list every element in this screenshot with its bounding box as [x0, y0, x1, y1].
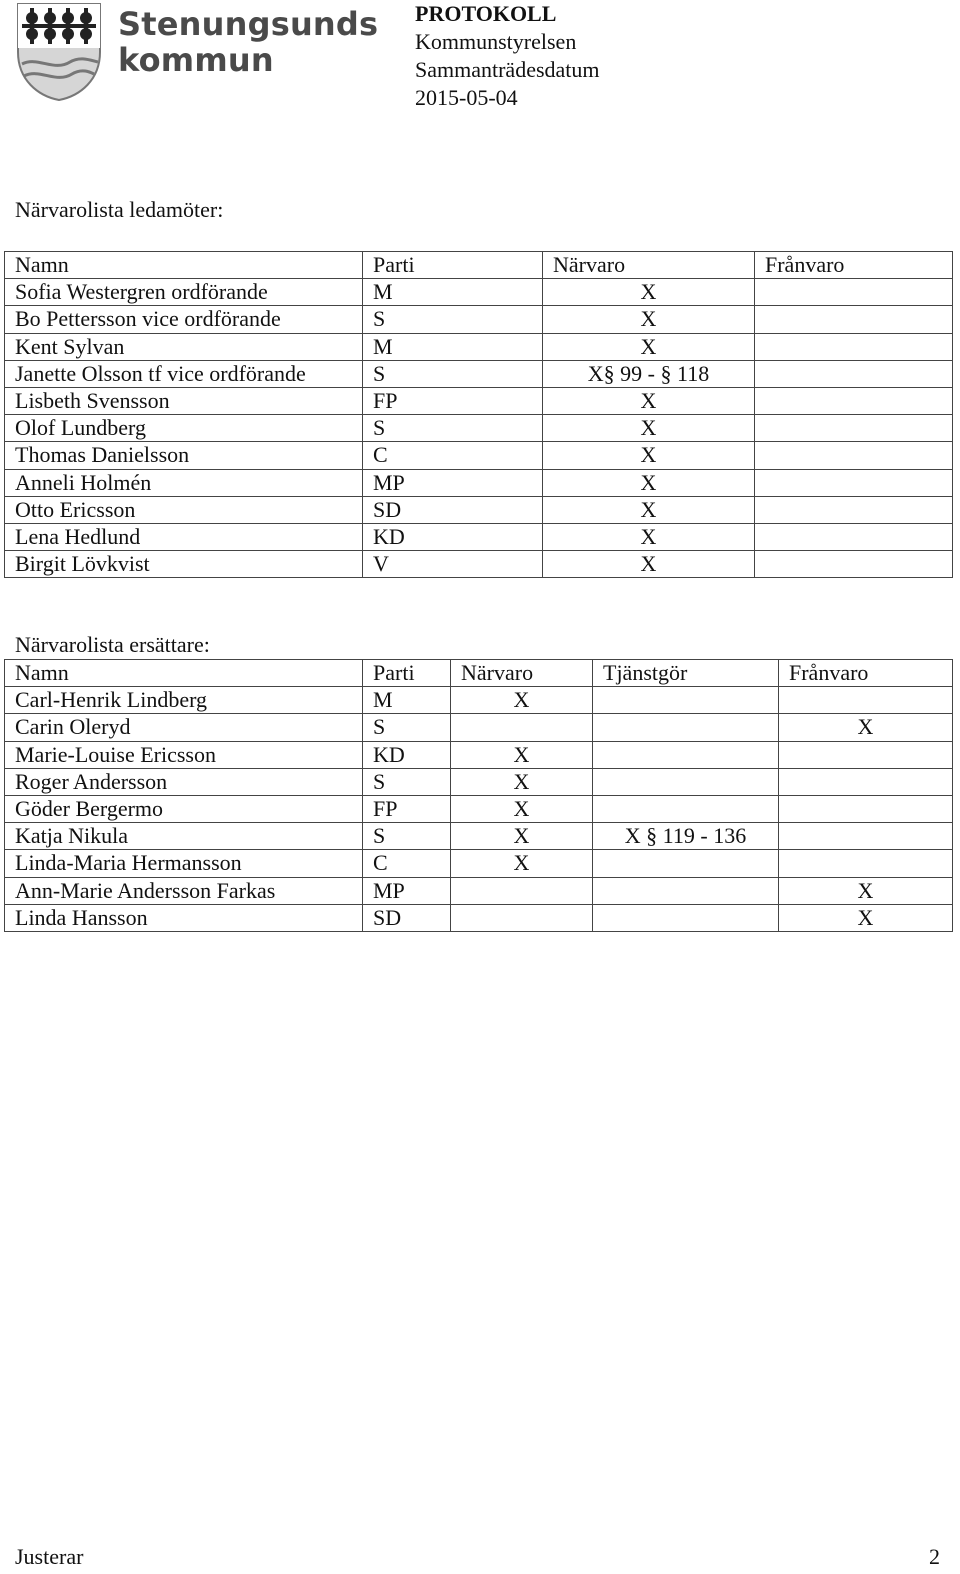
members-column-header: Namn [5, 252, 363, 279]
members-cell-närvaro: X [543, 469, 755, 496]
substitutes-cell-frånvaro: X [779, 877, 953, 904]
members-cell-namn: Lena Hedlund [5, 523, 363, 550]
footer-justerar: Justerar [15, 1544, 84, 1569]
substitutes-cell-parti: FP [363, 795, 451, 822]
members-cell-närvaro: X [543, 333, 755, 360]
members-cell-namn: Sofia Westergren ordförande [5, 279, 363, 306]
logo-line-2: kommun [118, 41, 274, 79]
substitutes-cell-namn: Marie-Louise Ericsson [5, 741, 363, 768]
members-cell-frånvaro [755, 306, 953, 333]
substitutes-column-header: Frånvaro [779, 660, 953, 687]
substitutes-cell-namn: Katja Nikula [5, 823, 363, 850]
substitutes-cell-tjänstgör [593, 768, 779, 795]
committee-name: Kommunstyrelsen [415, 29, 577, 54]
substitutes-cell-parti: M [363, 687, 451, 714]
document-title: PROTOKOLL [415, 1, 557, 26]
substitutes-cell-tjänstgör [593, 904, 779, 931]
table-row [5, 469, 953, 496]
substitutes-cell-närvaro [451, 904, 593, 931]
members-cell-närvaro: X [543, 523, 755, 550]
members-cell-parti: KD [363, 523, 543, 550]
substitutes-cell-närvaro: X [451, 768, 593, 795]
table-row [5, 714, 953, 741]
page-number: 2 [929, 1544, 940, 1569]
members-cell-frånvaro [755, 442, 953, 469]
members-cell-närvaro: X [543, 387, 755, 414]
members-cell-frånvaro [755, 551, 953, 578]
logo-line-1: Stenungsunds [118, 5, 379, 43]
meeting-date: 2015-05-04 [415, 85, 518, 110]
members-cell-närvaro: X [543, 279, 755, 306]
table-row [5, 496, 953, 523]
table-row [5, 387, 953, 414]
substitutes-cell-närvaro: X [451, 850, 593, 877]
members-cell-namn: Janette Olsson tf vice ordförande [5, 360, 363, 387]
substitutes-cell-namn: Göder Bergermo [5, 795, 363, 822]
members-cell-närvaro: X [543, 442, 755, 469]
substitutes-cell-namn: Ann-Marie Andersson Farkas [5, 877, 363, 904]
members-cell-parti: M [363, 279, 543, 306]
substitutes-cell-frånvaro [779, 741, 953, 768]
substitutes-cell-namn: Linda-Maria Hermansson [5, 850, 363, 877]
substitutes-cell-närvaro: X [451, 823, 593, 850]
members-cell-parti: S [363, 415, 543, 442]
substitutes-cell-namn: Carin Oleryd [5, 714, 363, 741]
substitutes-table [4, 659, 953, 932]
table-row [5, 306, 953, 333]
members-header-row [5, 252, 953, 279]
table-row [5, 741, 953, 768]
substitutes-cell-närvaro: X [451, 795, 593, 822]
members-cell-frånvaro [755, 496, 953, 523]
substitutes-cell-frånvaro [779, 850, 953, 877]
logo-wordmark [118, 6, 378, 78]
substitutes-cell-tjänstgör [593, 741, 779, 768]
members-cell-frånvaro [755, 469, 953, 496]
substitutes-cell-frånvaro [779, 687, 953, 714]
table-row [5, 904, 953, 931]
members-cell-frånvaro [755, 360, 953, 387]
coat-of-arms-icon [14, 2, 104, 102]
substitutes-cell-närvaro [451, 877, 593, 904]
members-cell-parti: SD [363, 496, 543, 523]
members-cell-parti: MP [363, 469, 543, 496]
meeting-date-label: Sammanträdesdatum [415, 57, 600, 82]
substitutes-cell-närvaro: X [451, 687, 593, 714]
members-cell-parti: M [363, 333, 543, 360]
substitutes-cell-frånvaro [779, 795, 953, 822]
members-cell-namn: Anneli Holmén [5, 469, 363, 496]
table-row [5, 768, 953, 795]
substitutes-cell-parti: KD [363, 741, 451, 768]
substitutes-cell-parti: S [363, 768, 451, 795]
members-cell-namn: Olof Lundberg [5, 415, 363, 442]
substitutes-cell-närvaro: X [451, 741, 593, 768]
members-cell-namn: Lisbeth Svensson [5, 387, 363, 414]
substitutes-cell-parti: S [363, 714, 451, 741]
members-cell-parti: S [363, 360, 543, 387]
members-table [4, 251, 953, 578]
table-row [5, 279, 953, 306]
members-cell-namn: Thomas Danielsson [5, 442, 363, 469]
members-cell-parti: S [363, 306, 543, 333]
document-header [415, 0, 600, 112]
substitutes-cell-tjänstgör [593, 714, 779, 741]
table-row [5, 877, 953, 904]
substitutes-cell-namn: Linda Hansson [5, 904, 363, 931]
table-row [5, 523, 953, 550]
substitutes-cell-namn: Roger Andersson [5, 768, 363, 795]
members-cell-frånvaro [755, 523, 953, 550]
substitutes-cell-frånvaro: X [779, 904, 953, 931]
substitutes-column-header: Närvaro [451, 660, 593, 687]
substitutes-cell-frånvaro [779, 768, 953, 795]
substitutes-column-header: Namn [5, 660, 363, 687]
members-cell-namn: Birgit Lövkvist [5, 551, 363, 578]
table-row [5, 850, 953, 877]
members-heading: Närvarolista ledamöter: [15, 197, 224, 222]
members-cell-närvaro: X [543, 306, 755, 333]
table-row [5, 360, 953, 387]
table-row [5, 333, 953, 360]
members-cell-frånvaro [755, 387, 953, 414]
substitutes-column-header: Parti [363, 660, 451, 687]
table-row [5, 823, 953, 850]
members-cell-frånvaro [755, 279, 953, 306]
substitutes-cell-frånvaro: X [779, 714, 953, 741]
members-cell-frånvaro [755, 415, 953, 442]
members-cell-parti: FP [363, 387, 543, 414]
substitutes-column-header: Tjänstgör [593, 660, 779, 687]
municipality-logo [14, 2, 379, 102]
substitutes-cell-tjänstgör: X § 119 - 136 [593, 823, 779, 850]
members-cell-namn: Kent Sylvan [5, 333, 363, 360]
substitutes-cell-frånvaro [779, 823, 953, 850]
table-row [5, 795, 953, 822]
members-cell-frånvaro [755, 333, 953, 360]
substitutes-cell-tjänstgör [593, 687, 779, 714]
members-cell-närvaro: X [543, 415, 755, 442]
members-cell-namn: Bo Pettersson vice ordförande [5, 306, 363, 333]
substitutes-cell-namn: Carl-Henrik Lindberg [5, 687, 363, 714]
table-row [5, 442, 953, 469]
members-column-header: Parti [363, 252, 543, 279]
members-column-header: Närvaro [543, 252, 755, 279]
table-row [5, 687, 953, 714]
substitutes-header-row [5, 660, 953, 687]
substitutes-cell-tjänstgör [593, 877, 779, 904]
table-row [5, 551, 953, 578]
substitutes-cell-närvaro [451, 714, 593, 741]
members-cell-namn: Otto Ericsson [5, 496, 363, 523]
members-cell-närvaro: X [543, 551, 755, 578]
substitutes-cell-parti: SD [363, 904, 451, 931]
substitutes-heading: Närvarolista ersättare: [15, 632, 210, 657]
members-cell-närvaro: X§ 99 - § 118 [543, 360, 755, 387]
substitutes-cell-tjänstgör [593, 850, 779, 877]
substitutes-cell-parti: S [363, 823, 451, 850]
substitutes-cell-tjänstgör [593, 795, 779, 822]
members-column-header: Frånvaro [755, 252, 953, 279]
members-cell-parti: V [363, 551, 543, 578]
members-cell-närvaro: X [543, 496, 755, 523]
table-row [5, 415, 953, 442]
members-cell-parti: C [363, 442, 543, 469]
substitutes-cell-parti: C [363, 850, 451, 877]
substitutes-cell-parti: MP [363, 877, 451, 904]
